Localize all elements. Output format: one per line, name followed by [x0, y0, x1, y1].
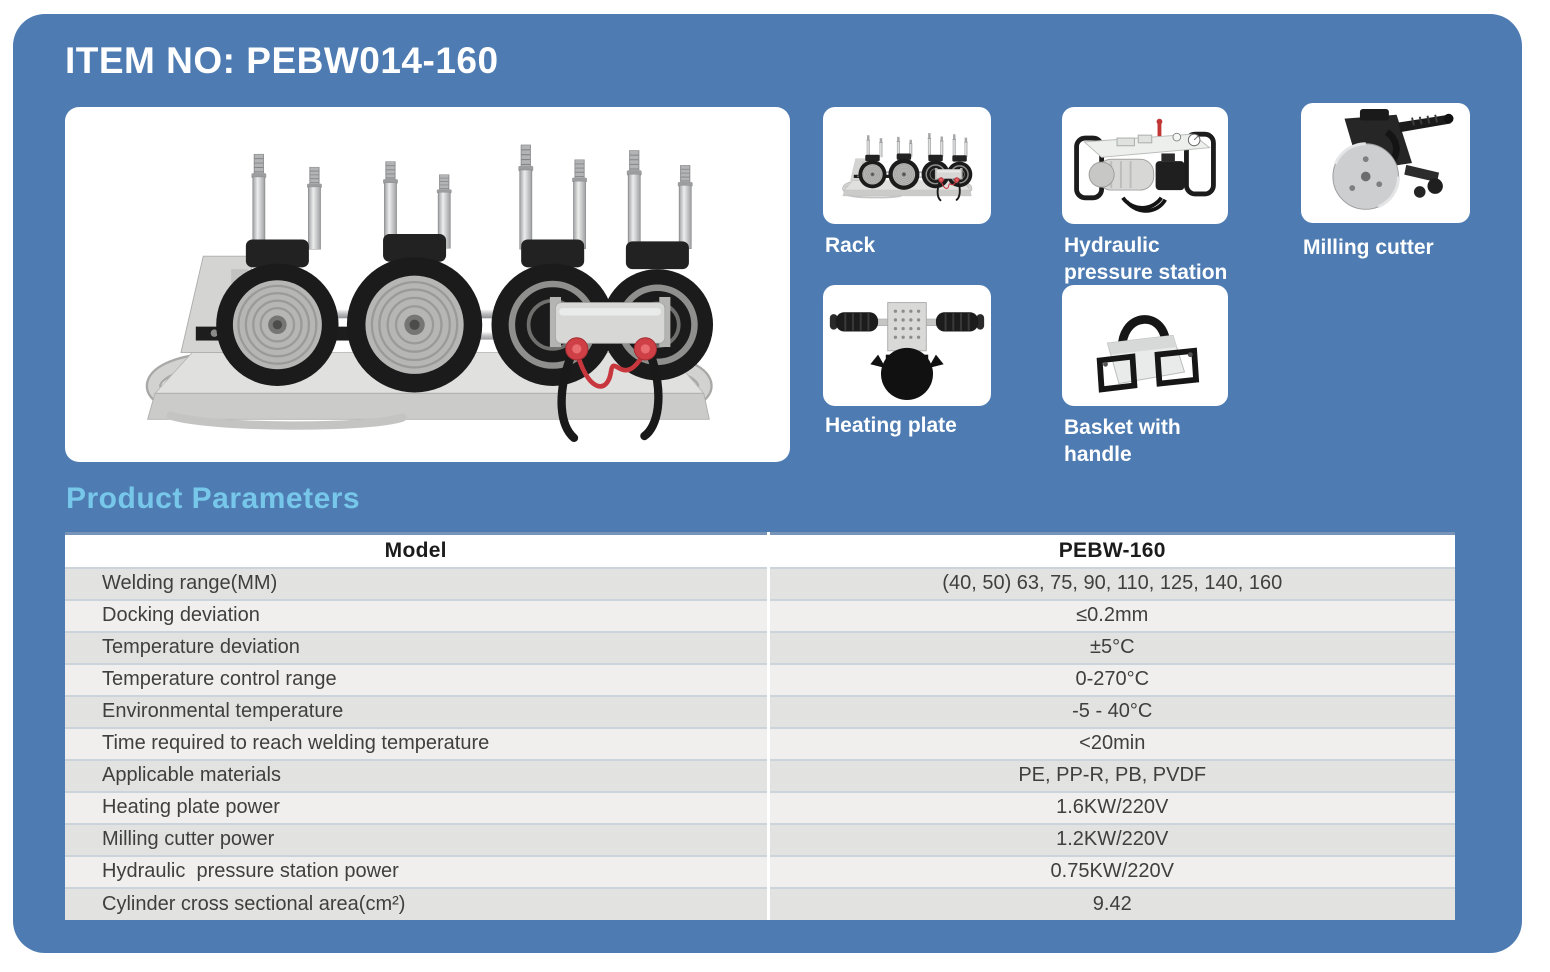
param-value: (40, 50) 63, 75, 90, 110, 125, 140, 160: [768, 568, 1455, 600]
table-row: [65, 664, 1455, 696]
param-label: Temperature control range: [65, 664, 768, 696]
param-value: -5 - 40°C: [768, 696, 1455, 728]
thumb-basket-image: [1062, 285, 1228, 406]
table-row: [65, 824, 1455, 856]
table-row: [65, 728, 1455, 760]
product-parameters-table: [65, 532, 1455, 920]
thumb-rack-image: [823, 107, 991, 224]
item-no-title: ITEM NO: PEBW014-160: [65, 40, 499, 81]
param-value: ≤0.2mm: [768, 600, 1455, 632]
thumb-hydraulic-station-label: Hydraulic pressure station: [1064, 234, 1228, 284]
model-header-label: Model: [65, 534, 768, 568]
param-value: 0.75KW/220V: [768, 856, 1455, 888]
param-label: Environmental temperature: [65, 696, 768, 728]
param-value: <20min: [768, 728, 1455, 760]
hydraulic-pressure-station-icon: [1065, 109, 1225, 222]
param-value: 9.42: [768, 888, 1455, 920]
rack-icon: [830, 127, 984, 203]
param-label: Heating plate power: [65, 792, 768, 824]
param-label: Applicable materials: [65, 760, 768, 792]
param-label: Docking deviation: [65, 600, 768, 632]
table-row: [65, 600, 1455, 632]
table-row: [65, 632, 1455, 664]
param-value: ±5°C: [768, 632, 1455, 664]
param-label: Cylinder cross sectional area(cm²): [65, 888, 768, 920]
thumb-milling-cutter-label: Milling cutter: [1303, 236, 1434, 259]
table-row: [65, 696, 1455, 728]
milling-cutter-icon: [1304, 105, 1467, 221]
main-product-image-box: [65, 107, 790, 462]
model-header-value: PEBW-160: [768, 534, 1455, 568]
param-label: Hydraulic pressure station power: [65, 856, 768, 888]
thumb-milling-cutter-image: [1301, 103, 1470, 223]
table-row: [65, 568, 1455, 600]
blue-panel: [13, 14, 1522, 953]
basket-with-handle-icon: [1065, 287, 1225, 404]
thumb-rack-label: Rack: [825, 234, 876, 257]
table-header-row: [65, 534, 1455, 568]
param-label: Milling cutter power: [65, 824, 768, 856]
welding-machine-image: [92, 119, 764, 449]
table-row: [65, 760, 1455, 792]
section-title: Product Parameters: [66, 482, 361, 515]
table-row: [65, 856, 1455, 888]
param-value: 1.2KW/220V: [768, 824, 1455, 856]
param-value: PE, PP-R, PB, PVDF: [768, 760, 1455, 792]
thumb-heating-plate-image: [823, 285, 991, 406]
param-value: 0-270°C: [768, 664, 1455, 696]
table-row: [65, 888, 1455, 920]
thumb-hydraulic-station-image: [1062, 107, 1228, 224]
param-label: Time required to reach welding temperature: [65, 728, 768, 760]
param-label: Temperature deviation: [65, 632, 768, 664]
param-label: Welding range(MM): [65, 568, 768, 600]
param-value: 1.6KW/220V: [768, 792, 1455, 824]
heating-plate-icon: [826, 287, 988, 404]
thumb-basket-label: Basket with handle: [1064, 416, 1181, 466]
thumb-heating-plate-label: Heating plate: [825, 414, 957, 437]
table-row: [65, 792, 1455, 824]
